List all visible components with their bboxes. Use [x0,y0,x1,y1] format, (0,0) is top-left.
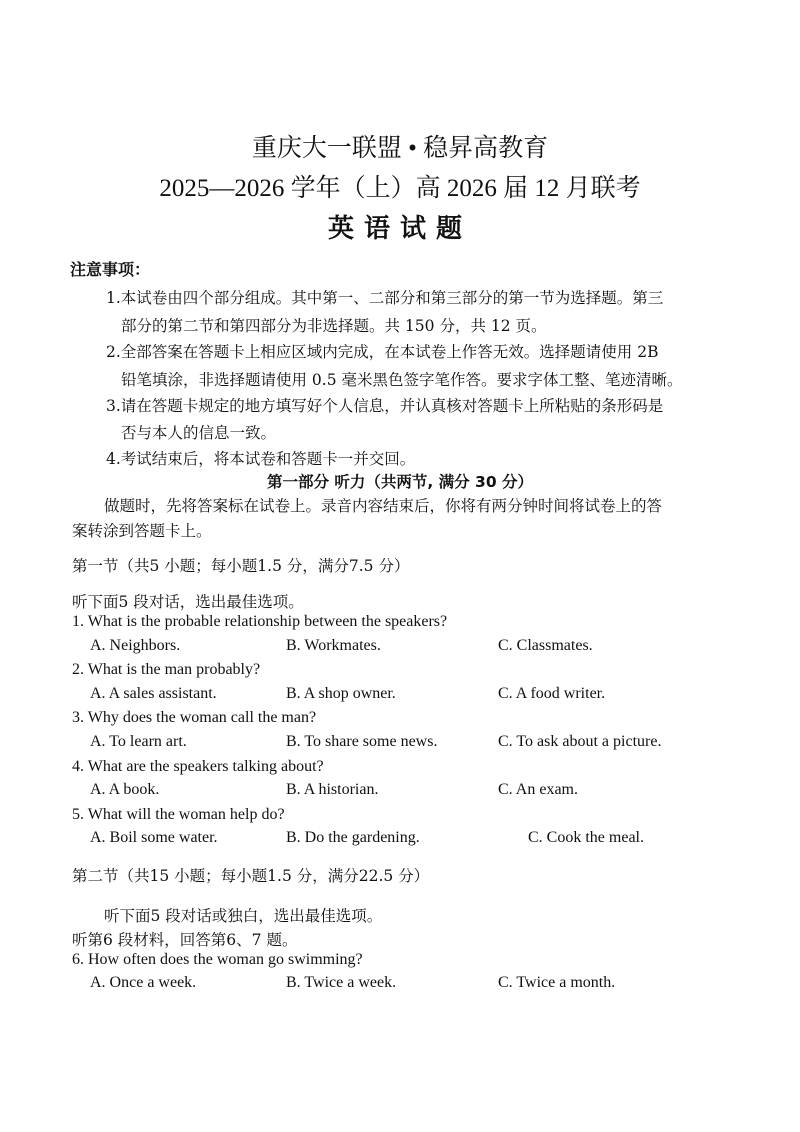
header-line-2: 2025—2026 学年（上）高 2026 届 12 月联考 [159,175,641,202]
section1-title: 第一节（共5 小题；每小题1.5 分，满分7.5 分） [72,557,410,575]
question-3: 3. Why does the woman call the man? [72,709,317,726]
option-a: A. A sales assistant. [90,685,217,702]
option-b: B. Workmates. [286,637,381,654]
option-a: A. Neighbors. [90,637,181,654]
section2-title: 第二节（共15 小题；每小题1.5 分，满分22.5 分） [72,867,430,885]
question-6: 6. How often does the woman go swimming? [72,951,363,968]
notice-line: 4.考试结束后，将本试卷和答题卡一并交回。 [106,450,416,468]
question-2: 2. What is the man probably? [72,661,261,678]
section2-material: 听第6 段材料，回答第6、7 题。 [72,931,298,949]
option-b: B. To share some news. [286,733,438,750]
option-b: B. Do the gardening. [286,829,420,846]
question-5: 5. What will the woman help do? [72,806,285,823]
part1-title: 第一部分 听力（共两节, 满分 30 分） [266,473,534,491]
question-4: 4. What are the speakers talking about? [72,758,324,775]
option-c: C. Cook the meal. [528,829,644,846]
part1-intro: 案转涂到答题卡上。 [72,522,212,540]
option-c: C. Classmates. [498,637,593,654]
part1-intro: 做题时，先将答案标在试卷上。录音内容结束后，你将有两分钟时间将试卷上的答 [104,497,663,515]
notice-heading: 注意事项： [70,260,151,279]
option-a: A. To learn art. [90,733,187,750]
section1-instruction: 听下面5 段对话，选出最佳选项。 [72,593,304,611]
section2-instruction: 听下面5 段对话或独白，选出最佳选项。 [104,907,383,925]
question-1: 1. What is the probable relationship between the speakers? [72,613,448,630]
option-c: C. An exam. [498,781,578,798]
option-b: B. A shop owner. [286,685,396,702]
option-b: B. Twice a week. [286,974,397,991]
option-a: A. Boil some water. [90,829,218,846]
notice-line: 铅笔填涂，非选择题请使用 0.5 毫米黑色签字笔作答。要求字体工整、笔迹清晰。 [121,371,683,389]
notice-line: 1.本试卷由四个部分组成。其中第一、二部分和第三部分的第一节为选择题。第三 [106,289,664,307]
option-c: C. To ask about a picture. [498,733,662,750]
option-a: A. A book. [90,781,160,798]
notice-line: 部分的第二节和第四部分为非选择题。共 150 分，共 12 页。 [121,317,547,335]
option-b: B. A historian. [286,781,379,798]
header-line-1: 重庆大一联盟 • 稳昇高教育 [251,135,549,162]
notice-line: 2.全部答案在答题卡上相应区域内完成，在本试卷上作答无效。选择题请使用 2B [106,343,659,361]
notice-line: 3.请在答题卡规定的地方填写好个人信息，并认真核对答题卡上所粘贴的条形码是 [106,397,664,415]
option-c: C. A food writer. [498,685,606,702]
notice-line: 否与本人的信息一致。 [121,424,277,442]
option-c: C. Twice a month. [498,974,616,991]
option-a: A. Once a week. [90,974,197,991]
exam-title: 英语试题 [327,214,472,243]
